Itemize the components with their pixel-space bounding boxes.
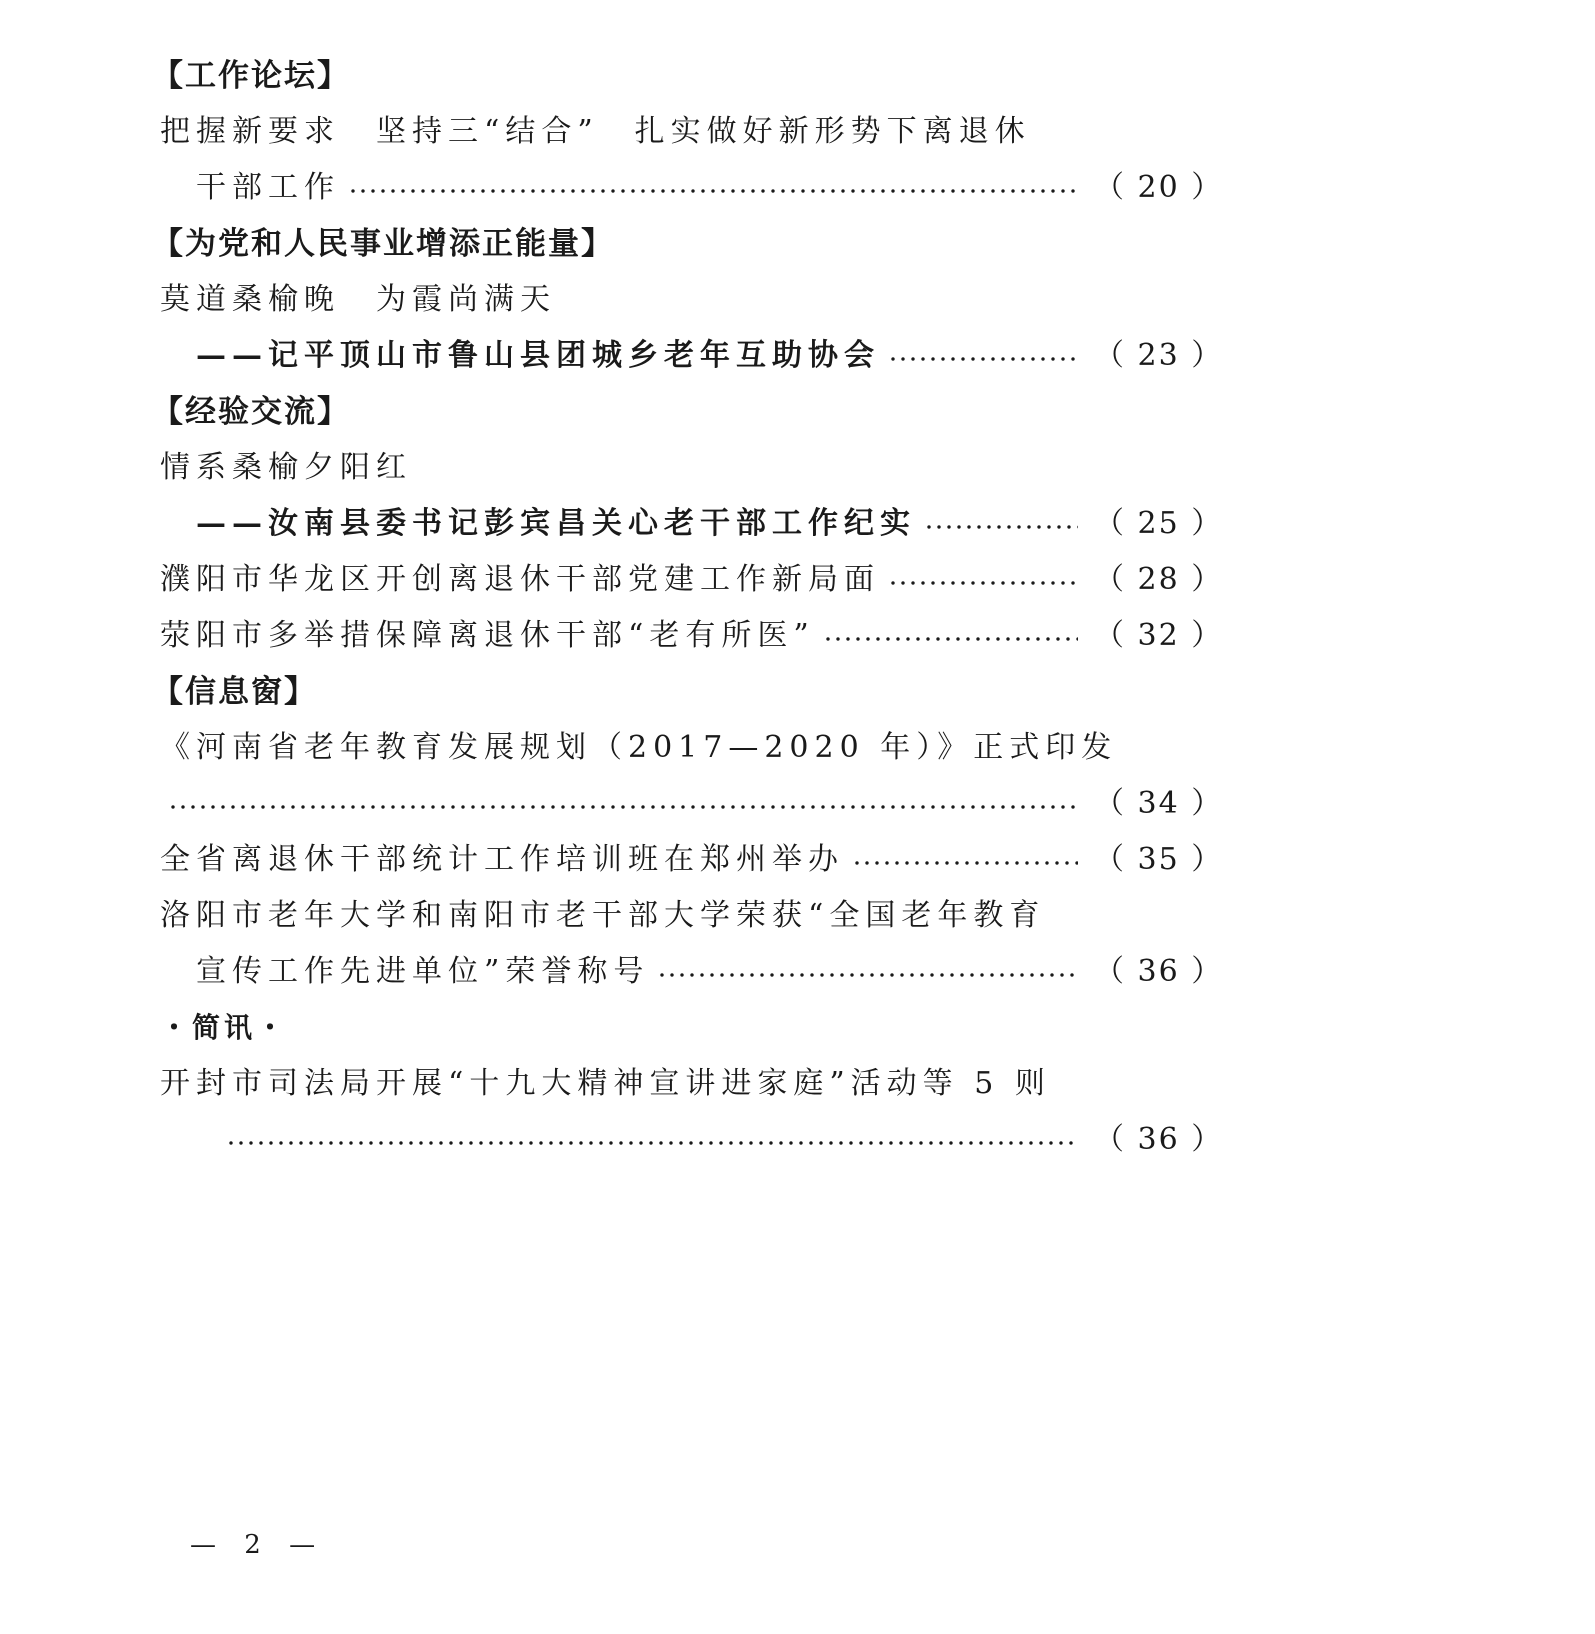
dot-leader [657,973,1078,977]
table-of-contents [152,48,1224,1168]
toc-entry-row[interactable] [160,328,1224,384]
toc-entry-row[interactable] [160,160,1224,216]
toc-entry-subtitle: ——记平顶山市鲁山县团城乡老年互助协会 [196,338,880,373]
toc-entry-row[interactable] [160,776,1224,832]
page-number: （ 36 ） [1094,954,1224,989]
dot-leader [924,525,1078,529]
dot-leader [823,637,1078,641]
toc-entry-title: 荥阳市多举措保障离退休干部“老有所医” [160,618,815,653]
toc-entry-title[interactable]: 洛阳市老年大学和南阳市老干部大学荣获“全国老年教育 [160,898,1046,933]
dot-leader [888,581,1078,585]
dot-leader [852,861,1078,865]
toc-entry-title[interactable]: 《河南省老年教育发展规划（2017—2020 年）》正式印发 [160,730,1118,765]
page-number: （ 25 ） [1094,506,1224,541]
toc-entry-title[interactable]: 开封市司法局开展“十九大精神宣讲进家庭”活动等 5 则 [160,1066,1051,1101]
dot-leader [168,805,1078,809]
toc-entry-row[interactable] [160,944,1224,1000]
toc-entry-subtitle: ——汝南县委书记彭宾昌关心老干部工作纪实 [196,506,916,541]
toc-entry-title[interactable]: 把握新要求 坚持三“结合” 扎实做好新形势下离退休 [160,114,1031,149]
toc-entry-row[interactable] [160,496,1224,552]
page-footer-number: — 2 — [190,1530,326,1560]
toc-entry-title: 濮阳市华龙区开创离退休干部党建工作新局面 [160,562,880,597]
toc-entry-title[interactable]: 莫道桑榆晚 为霞尚满天 [160,282,556,317]
page-number: （ 36 ） [1094,1122,1224,1157]
section-header-experience-exchange: 【经验交流】 [152,394,350,430]
section-header-info-window: 【信息窗】 [152,674,317,710]
toc-entry-row[interactable] [160,1112,1224,1168]
toc-entry-row[interactable] [160,832,1224,888]
toc-entry-title-continued: 宣传工作先进单位”荣誉称号 [196,954,650,989]
page-number: （ 23 ） [1094,338,1224,373]
toc-entry-row[interactable] [160,608,1224,664]
page-number: （ 34 ） [1094,786,1224,821]
section-header-work-forum: 【工作论坛】 [152,58,350,94]
section-header-briefs: ・简讯・ [160,1011,289,1044]
page-number: （ 35 ） [1094,842,1224,877]
toc-entry-title: 全省离退休干部统计工作培训班在郑州举办 [160,842,844,877]
section-header-positive-energy: 【为党和人民事业增添正能量】 [152,226,614,262]
page-number: （ 32 ） [1094,618,1224,653]
dot-leader [888,357,1078,361]
toc-entry-title-continued: 干部工作 [196,170,340,205]
page-number: （ 20 ） [1094,170,1224,205]
page-number: （ 28 ） [1094,562,1224,597]
toc-entry-title[interactable]: 情系桑榆夕阳红 [160,450,412,485]
dot-leader [348,189,1078,193]
toc-entry-row[interactable] [160,552,1224,608]
dot-leader [226,1141,1078,1145]
